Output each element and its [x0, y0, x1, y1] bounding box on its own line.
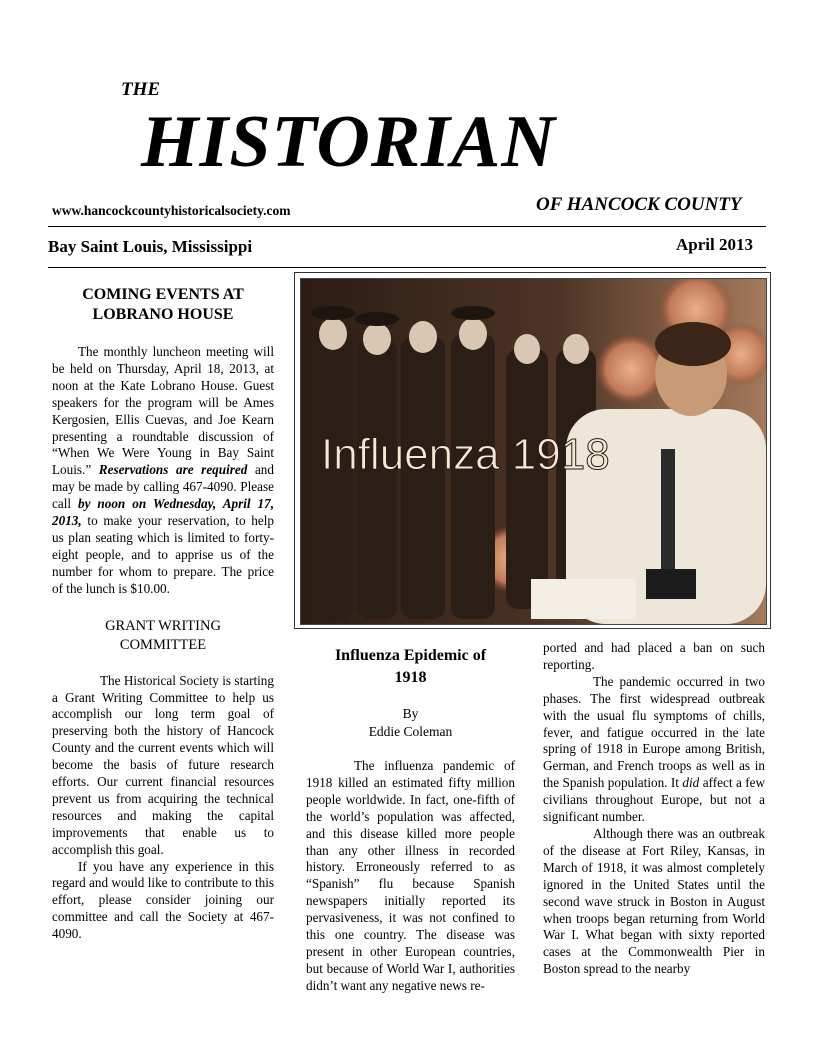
grant-writing-heading	[52, 617, 274, 655]
influenza-photo	[294, 272, 771, 629]
coming-events-heading-line2: LOBRANO HOUSE	[92, 306, 234, 323]
masthead-title: HISTORIAN	[141, 101, 556, 183]
article-para1: The influenza pandemic of 1918 killed an estimated fifty million people worldwide. In fact, one-fifth of the world’s population was affected, and this disease killed more people than any other illness in recorded history. Erroneously referred to as “Spanish” flu because Spanish newspapers initially reported its pervasiveness, it was not confined to this one country. The disease was present in other European countries, but because of World War I, authorities didn’t want any negative news re-	[306, 758, 515, 993]
photo-illustration	[301, 279, 766, 624]
right-column	[543, 640, 765, 978]
masthead-county: OF HANCOCK COUNTY	[536, 194, 742, 215]
grant-writing-para1: The Historical Society is starting a Grant Writing Committee to help us accomplish our long term goal of preserving both the history of Hancock County and the current events which will become the basis of future research efforts. Our current financial resources prevent us from acquiring the technical resources and making the capital improvements that enable us to accomplish this goal.	[52, 672, 274, 857]
byline-author: Eddie Coleman	[368, 724, 453, 739]
coming-events-text-b: and may be made by calling 467-4090. Please call	[52, 462, 274, 512]
dateline-divider	[48, 267, 766, 268]
byline	[306, 705, 515, 741]
article-para2	[543, 674, 765, 826]
grant-writing-heading-line1: GRANT WRITING	[105, 617, 221, 634]
grant-writing-heading-line2: COMMITTEE	[119, 636, 207, 653]
article-para3: Although there was an outbreak of the disease at Fort Riley, Kansas, in March of 1918, it was almost completely ignored in the United States until the second wave struck in Boston in August when troops began returning from World War I. What began with sixty reported cases at the Commonwealth Pier in Boston spread to the nearby	[543, 825, 765, 977]
deadline-date: by noon on Wednesday, April 17, 2013,	[52, 496, 274, 529]
coming-events-heading	[52, 285, 274, 325]
coming-events-text-c: to make your reservation, to help us plan seating which is limited to forty-eight people, and to apprise us of the number for whom to prepare. The price of the lunch is $10.00.	[52, 513, 274, 596]
photo-image	[300, 278, 767, 625]
left-column	[52, 285, 274, 943]
article-para2-emphasis: did	[682, 775, 700, 791]
article-heading-line2: 1918	[394, 669, 427, 686]
photo-caption: Influenza 1918	[321, 430, 610, 479]
reservations-required: Reservations are required	[98, 462, 248, 478]
article-heading-line1: Influenza Epidemic of	[334, 647, 487, 664]
coming-events-heading-line1: COMING EVENTS AT	[82, 286, 244, 303]
article-heading	[306, 645, 515, 689]
byline-by: By	[402, 706, 419, 721]
article-para2-a: The pandemic occurred in two phases. The first widespread outbreak with the usual flu symptoms of chills, fever, and fatigue occurred in the late spring of 1918 in Europe among British, German, and French troops as well as in the Spanish population. It	[543, 673, 765, 791]
coming-events-text-a: The monthly luncheon meeting will be held on Thursday, April 18, 2013, at noon at the Kate Lobrano House. Guest speakers for the program will be Ames Kergosien, Ellis Cuevas, and Joe Kearn presenting a roundtable discussion of “When We Were Young in Bay Saint Louis.”	[52, 344, 274, 478]
website-url[interactable]: www.hancockcountyhistoricalsociety.com	[52, 203, 291, 218]
dateline-issue: April 2013	[676, 235, 753, 254]
article-para1-continued: ported and had placed a ban on such reporting.	[543, 640, 765, 672]
grant-writing-para2: If you have any experience in this regard and would like to contribute to this effort, please consider joining our committee and call the Society at 467-4090.	[52, 858, 274, 942]
article-para2-b: affect a few civilians throughout Europe, but not a significant number.	[543, 775, 766, 825]
coming-events-text	[52, 344, 274, 598]
masthead-the: THE	[121, 79, 161, 100]
dateline-place: Bay Saint Louis, Mississippi	[48, 237, 253, 256]
masthead-divider	[48, 226, 766, 227]
middle-column	[306, 645, 515, 995]
